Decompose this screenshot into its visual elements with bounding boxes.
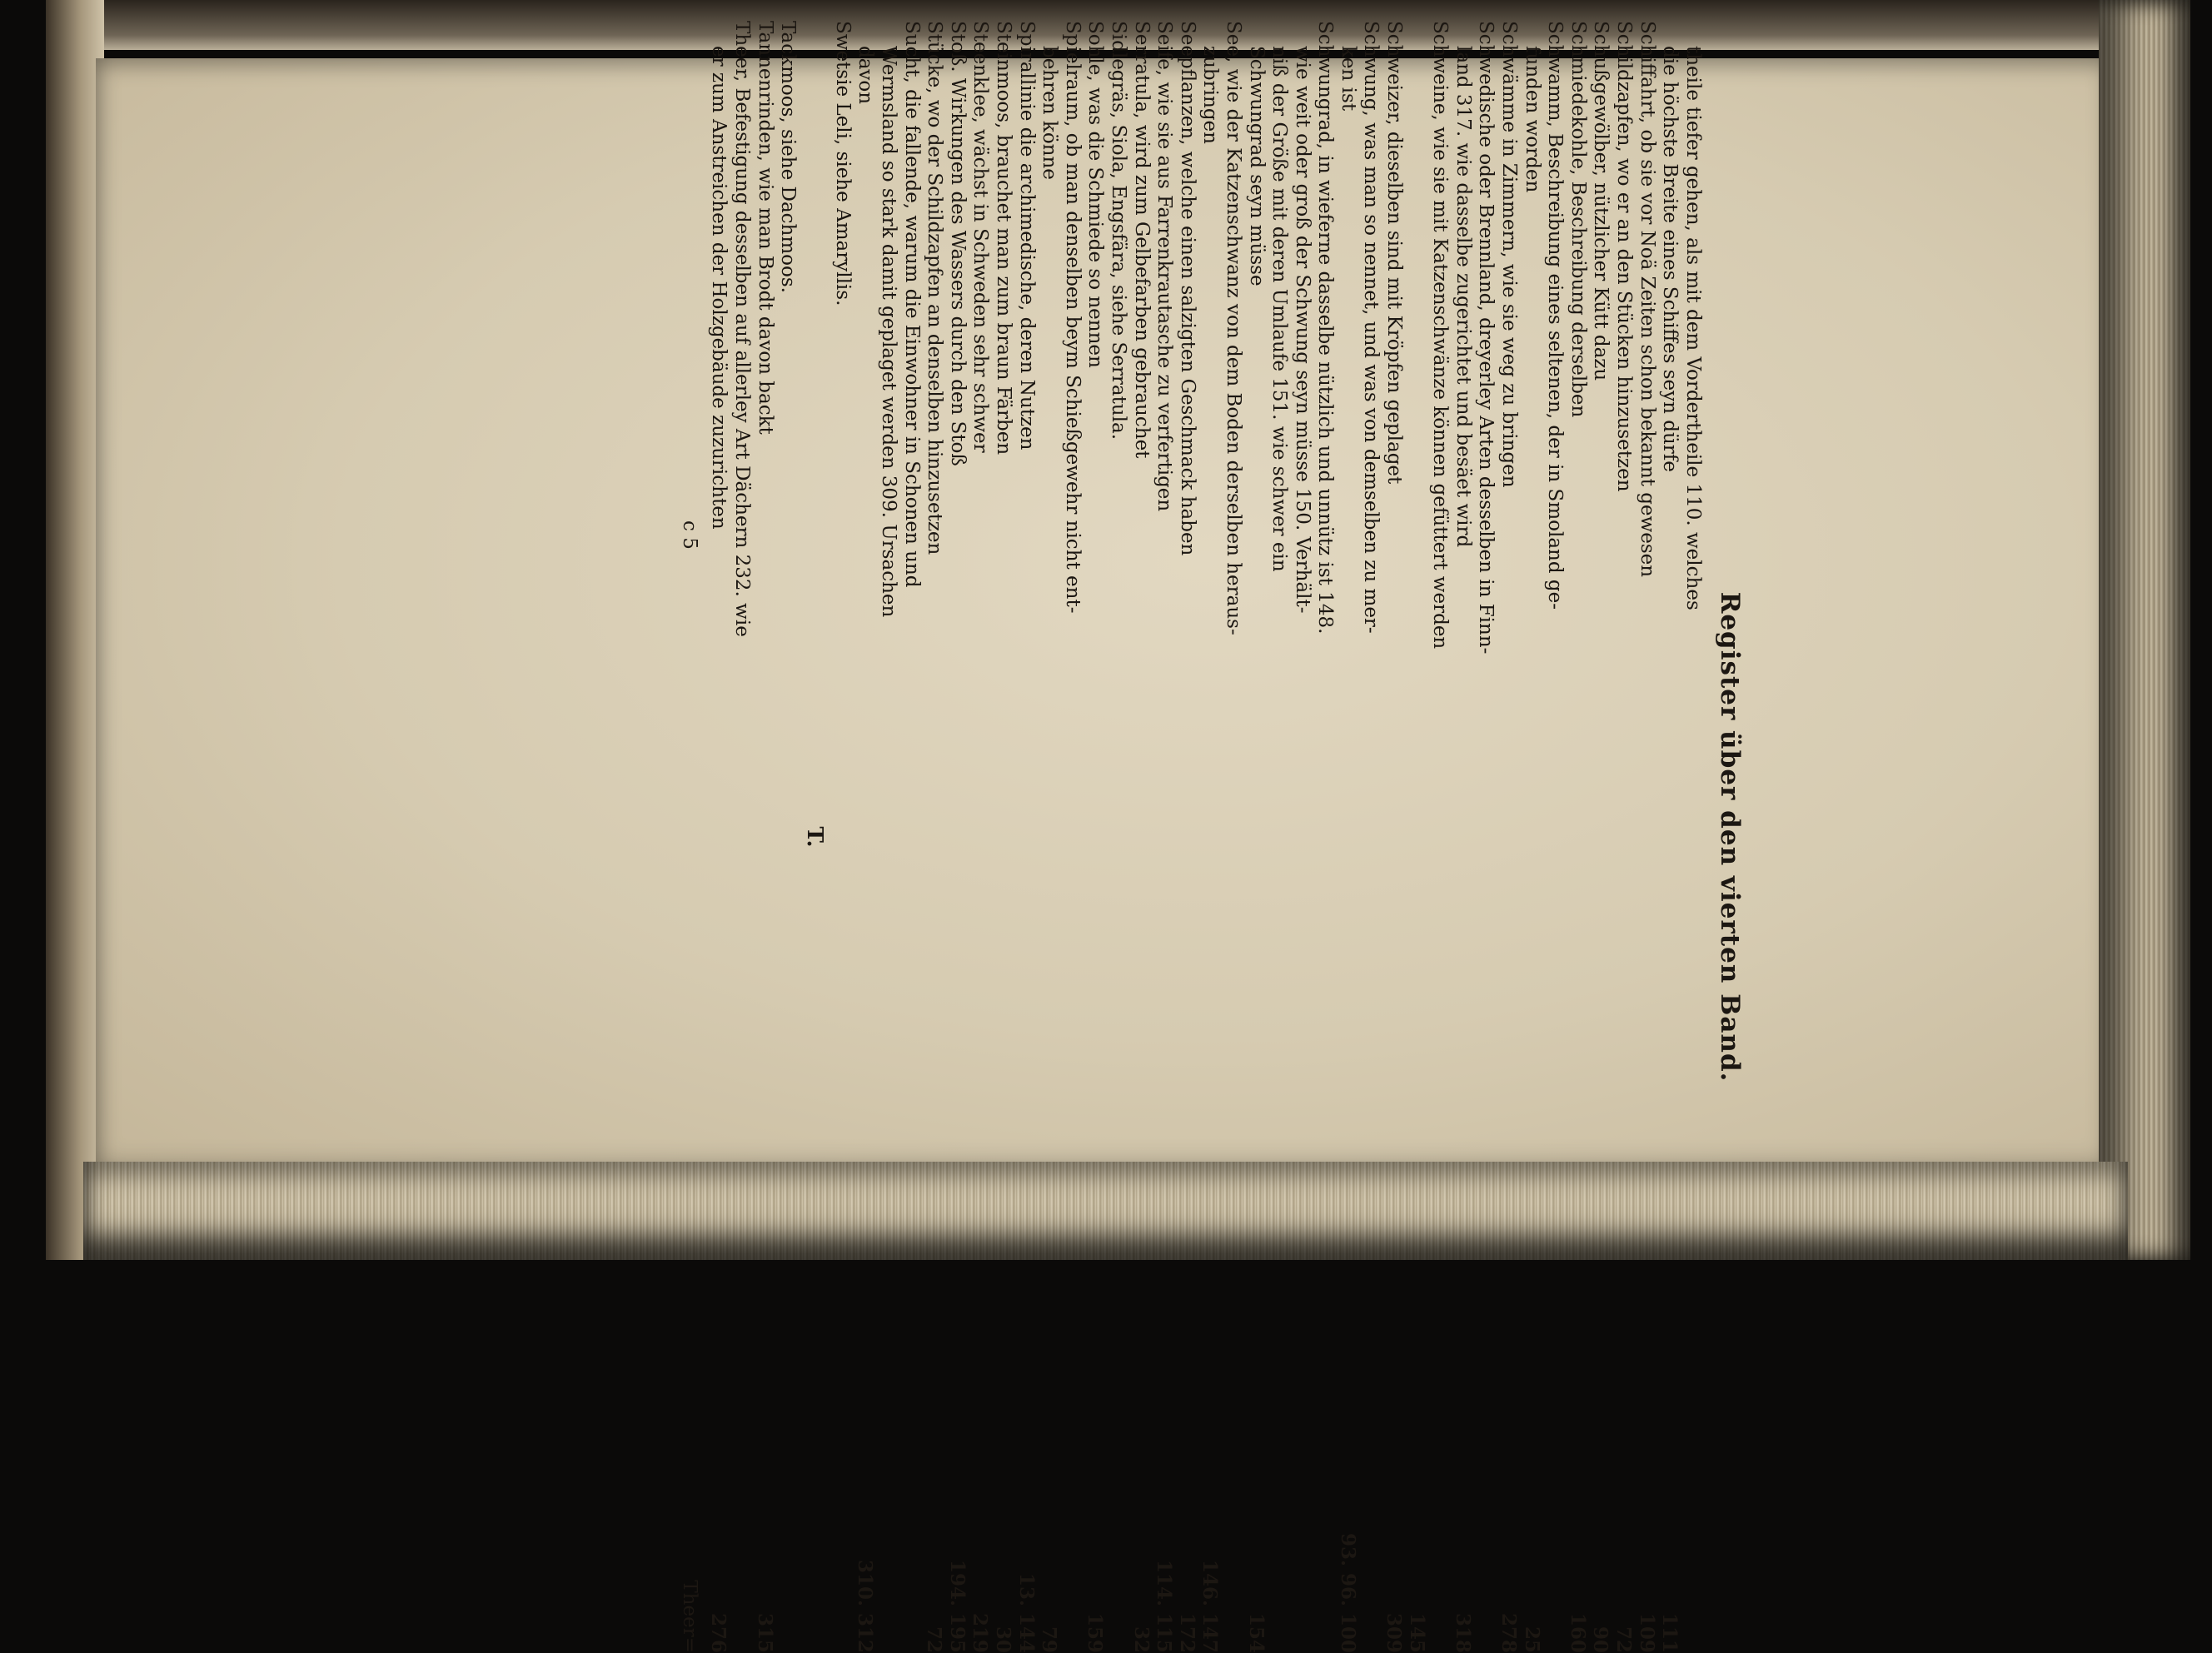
entry-pages: 310. 312: [854, 1559, 877, 1653]
entry-text: Schildzapfen, wo er an den Stücken hinzusetzen: [1613, 21, 1636, 492]
entries-s-list: [830, 21, 1704, 1653]
index-entry: [876, 21, 899, 1653]
entry-text: Swetsie Leli, siehe Amaryllis.: [831, 21, 854, 306]
entry-pages: 318: [1451, 1612, 1474, 1653]
entry-pages: 276: [707, 1612, 730, 1653]
entry-text: davon: [854, 46, 877, 105]
entry-text: Sidlegräs, Siola, Engsfära, siehe Serratula.: [1107, 21, 1129, 441]
entry-text: Seife, wie sie aus Farrenkrautasche zu verfertigen: [1153, 21, 1176, 512]
index-entry: [1175, 21, 1198, 1653]
index-entry: [707, 21, 730, 1653]
entry-pages: 13. 144: [1014, 1572, 1038, 1653]
entry-pages: 159: [1084, 1612, 1107, 1653]
entry-pages: 79: [1038, 1626, 1061, 1653]
entry-pages: 219: [969, 1612, 992, 1653]
entry-pages: 309: [1382, 1612, 1406, 1653]
entry-pages: 154: [1244, 1612, 1268, 1653]
entry-text: theile tiefer gehen, als mit dem Vordertheile 110. welches: [1681, 46, 1704, 610]
signature-mark: c 5: [678, 520, 700, 550]
index-entry: [1244, 21, 1268, 1653]
entry-text: land 317. wie dasselbe zugerichtet und besäet wird: [1452, 46, 1474, 548]
index-entry: [945, 21, 969, 1653]
entry-text: Spirallinie die archimedische, deren Nutzen: [1015, 21, 1038, 451]
index-entry: [1612, 21, 1635, 1653]
entry-text: Wermsland so stark damit geplaget werden 309. Ursachen: [878, 46, 900, 618]
index-entry: [969, 21, 992, 1653]
entry-pages: 72: [1612, 1626, 1636, 1653]
index-entry: [1268, 21, 1291, 1653]
index-entry: [1451, 21, 1474, 1653]
entry-pages: 32: [1129, 1626, 1153, 1653]
index-entry: [1566, 21, 1589, 1653]
entry-text: die höchste Breite eines Schiffes seyn dürfe: [1659, 46, 1681, 472]
entry-text: Schwamm, Beschreibung eines seltenen, der in Smoland ge-: [1544, 21, 1567, 610]
entry-text: Tannenrinden, wie man Brodt davon backt: [754, 21, 776, 435]
entry-pages: 278: [1497, 1612, 1521, 1653]
entry-text: wie weit oder groß der Schwung seyn müsse 150. Verhält-: [1291, 46, 1313, 614]
entry-text: Theer, Befestigung desselben auf allerley Art Dächern 232. wie: [731, 21, 754, 637]
entry-text: funden worden: [1521, 46, 1543, 193]
index-entry: [1198, 21, 1222, 1653]
page-stack-right-edge: [2099, 0, 2190, 1260]
entry-pages: 172: [1175, 1612, 1198, 1653]
entry-pages: 146. 147: [1198, 1559, 1222, 1653]
entry-text: er zum Anstreichen der Holzgebäude zuzurichten: [708, 46, 730, 530]
entry-pages: 30: [992, 1626, 1014, 1653]
index-entry: [1129, 21, 1153, 1653]
entry-pages: 194. 195: [945, 1559, 969, 1653]
entry-text: Schweine, wie sie mit Katzenschwänze können gefüttert werden: [1429, 21, 1452, 650]
entry-pages: 114. 115: [1153, 1559, 1176, 1653]
index-entry: [830, 21, 854, 1653]
entry-text: Sucht, die fallende, warum die Einwohner in Schonen und: [900, 21, 923, 588]
entry-text: Schwedische oder Brennland, dreyerley Arten desselben in Finn-: [1475, 21, 1497, 655]
index-entry: [854, 21, 877, 1653]
entries-t-list: [707, 21, 799, 1653]
page-header: Register über den vierten Band.: [1715, 591, 1745, 1083]
entry-text: Spielraum, ob man denselben beym Schießgewehr nicht ent-: [1061, 21, 1084, 614]
catchword: Theer=: [678, 1580, 700, 1653]
index-entry: [1382, 21, 1406, 1653]
entry-text: Stücke, wo der Schildzapfen an denselben hinzusetzen: [924, 21, 946, 555]
register-text-block: [678, 21, 1745, 1653]
index-entry: [1658, 21, 1681, 1653]
index-entry: [991, 21, 1014, 1653]
index-entry: [1681, 21, 1704, 1653]
entry-text: Tackmoos, siehe Dachmoos.: [777, 21, 800, 293]
entry-text: Schwämme in Zimmern, wie sie weg zu bringen: [1498, 21, 1521, 488]
entry-pages: 315: [753, 1612, 776, 1653]
entry-pages: 72: [923, 1626, 946, 1653]
index-entry: [1497, 21, 1520, 1653]
entry-pages: 111: [1658, 1612, 1681, 1653]
entry-text: Steenklee, wächst in Schweden sehr schwer: [969, 21, 992, 453]
index-entry: [1153, 21, 1176, 1653]
index-entry: [1106, 21, 1129, 1653]
index-entry: [776, 21, 800, 1653]
entry-text: zubringen: [1199, 46, 1222, 144]
index-entry: [1014, 21, 1038, 1653]
entry-text: Serratula, wird zum Gelbefarben gebrauchet: [1130, 21, 1153, 459]
index-entry: [1084, 21, 1107, 1653]
entry-text: Stoß. Wirkungen des Wassers durch den Stoß: [946, 21, 969, 466]
index-entry: [1405, 21, 1428, 1653]
entry-text: Sohle, was die Schmiede so nennen: [1084, 21, 1107, 368]
entry-pages: 90: [1589, 1626, 1612, 1653]
entry-text: Seepflanzen, welche einen salzigten Geschmack haben: [1176, 21, 1198, 556]
entry-pages: 25: [1520, 1626, 1543, 1653]
index-entry: [1543, 21, 1567, 1653]
index-entry: [1428, 21, 1452, 1653]
index-entry: [1221, 21, 1244, 1653]
index-entry: [1336, 21, 1359, 1653]
index-entry: [1520, 21, 1543, 1653]
page-footer: [677, 21, 700, 1653]
entry-pages: 145: [1405, 1612, 1428, 1653]
entry-pages: 93. 96. 100: [1336, 1532, 1359, 1653]
entry-text: See, wie der Katzenschwanz von dem Boden derselben heraus-: [1222, 21, 1244, 635]
entry-text: niß der Größe mit deren Umlaufe 151. wie schwer ein: [1268, 46, 1291, 572]
index-entry: [1359, 21, 1382, 1653]
entry-text: Schweizer, dieselben sind mit Kröpfen geplaget: [1383, 21, 1406, 485]
entry-pages: 160: [1566, 1612, 1589, 1653]
index-entry: [1635, 21, 1658, 1653]
index-entry: [1060, 21, 1084, 1653]
index-entry: [899, 21, 923, 1653]
index-entry: [923, 21, 946, 1653]
index-entry: [730, 21, 753, 1653]
entry-text: Schwung, was man so nennet, und was von demselben zu mer-: [1360, 21, 1382, 634]
entry-pages: 109: [1635, 1612, 1658, 1653]
entry-text: Schmiedekohle, Beschreibung derselben: [1567, 21, 1589, 418]
section-letter-t: T.: [802, 826, 828, 848]
entry-text: Schwungrad, in wieferne dasselbe nützlich und unnütz ist 148.: [1314, 21, 1337, 635]
index-entry: [753, 21, 776, 1653]
index-entry: [1589, 21, 1612, 1653]
entry-text: Schiffahrt, ob sie vor Noä Zeiten schon bekannt gewesen: [1636, 21, 1658, 578]
index-entry: [1290, 21, 1313, 1653]
entry-text: Schußgewölber, nützlicher Kütt dazu: [1590, 21, 1612, 381]
entry-text: Steinmoos, brauchet man zum braun Färben: [993, 21, 1014, 456]
index-entry: [1313, 21, 1337, 1653]
entry-text: Schwungrad seyn müsse: [1245, 46, 1268, 286]
index-entry: [1474, 21, 1497, 1653]
entry-text: ken ist: [1337, 46, 1359, 112]
index-entry: [1038, 21, 1061, 1653]
entry-text: behren könne: [1039, 46, 1061, 180]
